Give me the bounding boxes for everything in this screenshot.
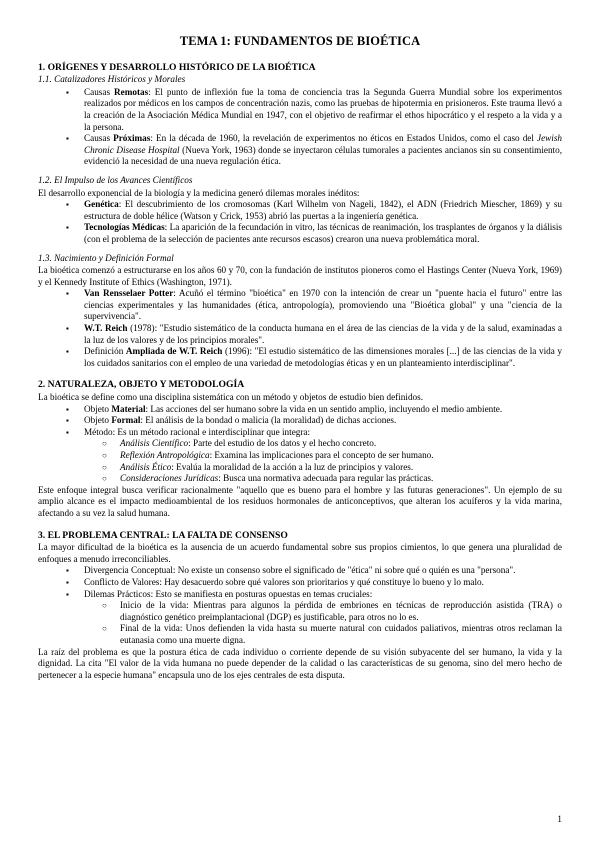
subsection-1-1-list — [38, 87, 562, 168]
list-item: ▪ Causas Próximas: En la década de 1960, la revelación de experimentos no éticos en Estados Unidos, como el caso del Jewish Chronic Disease Hospital (Nueva York, 1963) donde se inyectaron células tumorales a pacientes ancianos sin su consentimiento, evidenció la necesidad de una nueva regulación ética. — [38, 133, 562, 168]
section-3-outro: La raíz del problema es que la postura ética de cada individuo o corriente depende de su visión subyacente del ser humano, la vida y la dignidad. La cita "El valor de la vida humana no puede depender de la calidad o las características de su genoma, sino del mero hecho de pertenecer a la especie humana" encapsula uno de los ejes centrales de esta disputa. — [38, 646, 562, 680]
sublist-item: ○ Análisis Ético: Evalúa la moralidad de la acción a la luz de principios y valores. — [84, 462, 562, 474]
section-2-list — [38, 404, 562, 485]
subsection-1-2-intro: El desarrollo exponencial de la biología y la medicina generó dilemas morales inéditos: — [38, 187, 360, 198]
section-3-list — [38, 565, 562, 646]
document-page — [38, 36, 562, 681]
dilemmas-sublist — [84, 600, 562, 646]
sublist-item: ○ Final de la vida: Unos defienden la vida hasta su muerte natural con cuidados paliativos, mientras otros reclaman la eutanasia como una muerte digna. — [84, 623, 562, 646]
section-2-intro: La bioética se define como una disciplina sistemática con un método y objetos de estudio bien definidos. — [38, 392, 424, 403]
sublist-item: ○ Reflexión Antropológica: Examina las implicaciones para el concepto de ser humano. — [84, 450, 562, 462]
list-item: ▪ Genética: El descubrimiento de los cromosomas (Karl Wilhelm von Nageli, 1842), el ADN (Friedrich Miescher, 1869) y su estructura de doble hélice (Watson y Crick, 1953) abrió las puertas a la ingeniería genética. — [38, 199, 562, 222]
list-item: ▪ W.T. Reich (1978): "Estudio sistemático de la conducta humana en el área de las ciencias de la vida y de la salud, examinadas a la luz de los valores y de los principios morales". — [38, 323, 562, 346]
list-item: ▪ Método: Es un método racional e interdisciplinar que integra: ○ Análisis Científico: Parte del estudio de los datos y el hecho concreto. ○ Reflexión Antropológica: Examina las implicaciones para el concepto de ser humano. ○ Análisis Ético: Evalúa la moralidad de la acción a la luz de principios y valores. ○ Consideraciones Jurídicas: Busca una normativa adecuada para regular las prácticas. — [38, 427, 562, 485]
subsection-1-2-list — [38, 199, 562, 245]
list-item: ▪ Causas Remotas: El punto de inflexión fue la toma de conciencia tras la Segunda Guerra Mundial sobre los experimentos realizados por médicos en los campos de concentración nazis, como las pruebas de hipotermia en prisioneros. Este trauma llevó a la creación de la Asociación Médica Mundial en 1947, con el objetivo de reafirmar el ethos hipocrático y el respeto a la vida y a la persona. — [38, 87, 562, 133]
list-item: ▪ Van Rensselaer Potter: Acuñó el término "bioética" en 1970 con la intención de crear un "puente hacia el futuro" entre las ciencias experimentales y las humanidades (ética, antropología), promoviendo una "Bioética global" y una "ciencia de la supervivencia". — [38, 288, 562, 323]
sublist-item: ○ Inicio de la vida: Mientras para algunos la pérdida de embriones en técnicas de reproducción asistida (TRA) o diagnóstico genético preimplantacional (DGP) es justificable, para otros no lo es. — [84, 600, 562, 623]
subsection-1-3-intro: La bioética comenzó a estructurarse en los años 60 y 70, con la fundación de institutos pioneros como el Hastings Center (Nueva York, 1969) y el Kennedy Institute of Ethics (Washington, 1971). — [38, 265, 562, 287]
list-item: ▪ Dilemas Prácticos: Esto se manifiesta en posturas opuestas en temas cruciales: ○ Inicio de la vida: Mientras para algunos la pérdida de embriones en técnicas de reproducción asistida (TRA) o diagnóstico genético preimplantacional (DGP) es justificable, para otros no lo es. ○ Final de la vida: Unos defienden la vida hasta su muerte natural con cuidados paliativos, mientras otros reclaman la eutanasia como una muerte digna. — [38, 589, 562, 647]
subsection-1-1-heading: 1.1. Catalizadores Históricos y Morales — [38, 74, 186, 85]
section-2-outro: Este enfoque integral busca verificar racionalmente "aquello que es bueno para el hombre y las futuras generaciones". Un ejemplo de su amplio alcance es el impacto medioambiental de los residuos hormonales de anticonceptivos, que alteran los acuíferos y la vida marina, afectando a su vez la salud humana. — [38, 484, 562, 518]
subsection-1-3-list — [38, 288, 562, 369]
list-item: ▪ Divergencia Conceptual: No existe un consenso sobre el significado de "ética" ni sobre qué o quién es una "persona". — [38, 565, 562, 577]
list-item: ▪ Objeto Formal: El análisis de la bondad o malicia (la moralidad) de dichas acciones. — [38, 415, 562, 427]
method-sublist — [84, 438, 562, 484]
section-3-heading: 3. EL PROBLEMA CENTRAL: LA FALTA DE CONSENSO — [38, 529, 288, 541]
section-1-heading: 1. ORÍGENES Y DESARROLLO HISTÓRICO DE LA BIOÉTICA — [38, 61, 316, 73]
document-title: TEMA 1: FUNDAMENTOS DE BIOÉTICA — [179, 34, 421, 48]
list-item: ▪ Conflicto de Valores: Hay desacuerdo sobre qué valores son prioritarios y qué constituye lo bueno y lo malo. — [38, 577, 562, 589]
list-item: ▪ Tecnologías Médicas: La aparición de la fecundación in vitro, las técnicas de reanimación, los trasplantes de órganos y la diálisis (con el problema de la selección de pacientes ante recursos escasos) crearon una nueva problemática moral. — [38, 222, 562, 245]
list-item: ▪ Objeto Material: Las acciones del ser humano sobre la vida en un sentido amplio, incluyendo el medio ambiente. — [38, 404, 562, 416]
subsection-1-2-heading: 1.2. El Impulso de los Avances Científicos — [38, 174, 193, 185]
sublist-item: ○ Consideraciones Jurídicas: Busca una normativa adecuada para regular las prácticas. — [84, 473, 562, 485]
sublist-item: ○ Análisis Científico: Parte del estudio de los datos y el hecho concreto. — [84, 438, 562, 450]
subsection-1-3-heading: 1.3. Nacimiento y Definición Formal — [38, 252, 174, 263]
section-2-heading: 2. NATURALEZA, OBJETO Y METODOLOGÍA — [38, 379, 245, 391]
page-number: 1 — [557, 815, 562, 825]
list-item: ▪ Definición Ampliada de W.T. Reich (1996): "El estudio sistemático de las dimensiones morales [...] de las ciencias de la vida y los cuidados sanitarios con el empleo de una variedad de metodologías éticas y en un planteamiento interdisciplinar". — [38, 346, 562, 369]
section-3-intro: La mayor dificultad de la bioética es la ausencia de un acuerdo fundamental sobre sus propios cimientos, lo que genera una pluralidad de enfoques a menudo irreconciliables. — [38, 542, 562, 564]
